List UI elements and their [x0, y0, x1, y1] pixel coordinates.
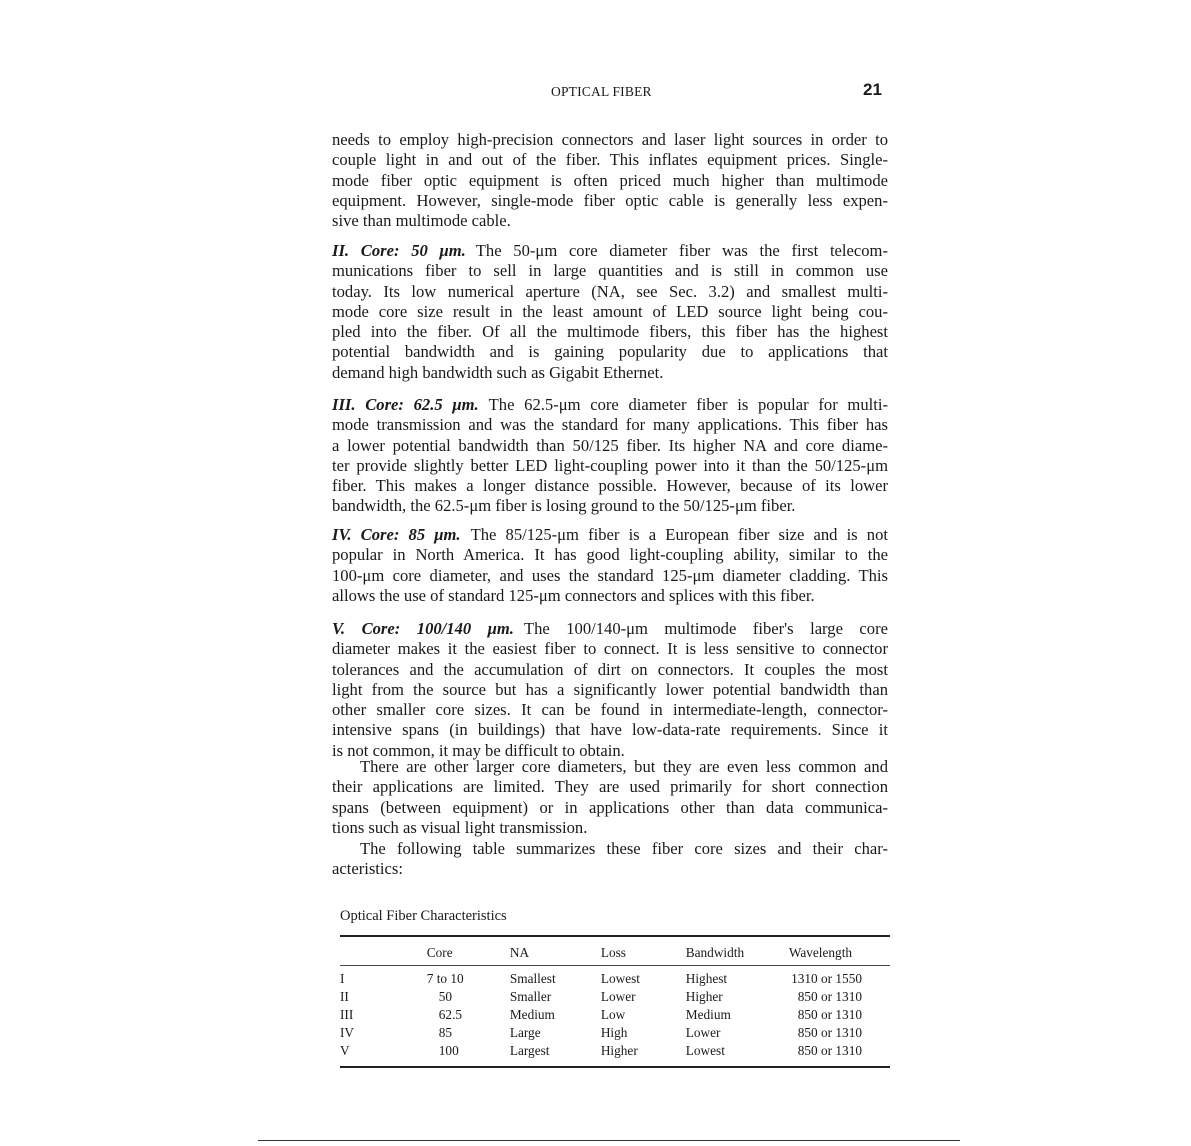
line-text: a lower potential bandwidth than 50/125 fiber. Its higher NA and core diame- [332, 435, 888, 455]
text-line [332, 302, 888, 322]
text-line [332, 395, 888, 415]
text-line [332, 415, 888, 435]
text-line [332, 342, 888, 362]
line-text: other smaller core sizes. It can be found in intermediate-length, connector- [332, 700, 888, 720]
table-cell: Lower [600, 989, 636, 1004]
table-cell: III [340, 1007, 354, 1022]
text-line [332, 130, 888, 150]
line-text: sive than multimode cable. [332, 211, 511, 231]
table-cell: Smaller [509, 989, 552, 1004]
line-text: is not common, it may be difficult to obtain. [332, 740, 625, 760]
table-cell: II [340, 989, 349, 1004]
line-text: spans (between equipment) or in applications other than data communica- [332, 797, 888, 817]
table-cell: 850 or 1310 [797, 1025, 862, 1040]
line-text: The 85/125-μm fiber is a European fiber size and is not [470, 525, 888, 544]
text-line [332, 363, 888, 383]
table-cell: Medium [685, 1007, 731, 1022]
line-text: pled into the fiber. Of all the multimode fibers, this fiber has the highest [332, 322, 888, 342]
text-line [332, 456, 888, 476]
line-text: mode core size result in the least amount of LED source light being cou- [332, 301, 888, 321]
text-line [332, 496, 888, 516]
table-cell: Largest [509, 1043, 550, 1058]
line-text: potential bandwidth and is gaining popularity due to applications that [332, 342, 888, 362]
text-line [332, 261, 888, 281]
page-number: 21 [863, 80, 882, 99]
paragraph [332, 757, 888, 838]
table-cell: Lowest [685, 1043, 725, 1058]
table-row [340, 1024, 890, 1042]
text-line [332, 211, 888, 231]
line-text: munications fiber to sell in large quantities and is still in common use [332, 261, 888, 281]
line-text: intensive spans (in buildings) that have low-data-rate requirements. Since it [332, 720, 888, 740]
line-text: ter provide slightly better LED light-coupling power into it than the 50/125-μm [332, 455, 888, 475]
column-header [340, 936, 411, 966]
text-line [332, 619, 888, 639]
text-line [332, 171, 888, 191]
table-cell: Lower [685, 1025, 721, 1040]
table-cell: 850 or 1310 [797, 1043, 862, 1058]
text-line [332, 545, 888, 565]
table-cell: 50 [438, 989, 453, 1004]
text-line [332, 476, 888, 496]
line-text: equipment. However, single-mode fiber optic cable is generally less expen- [332, 190, 888, 210]
text-line [332, 586, 888, 606]
section-lead: II. Core: 50 μm. [332, 241, 466, 260]
line-text: their applications are limited. They are used primarily for short connection [332, 777, 888, 797]
text-line [332, 757, 888, 777]
text-line [332, 660, 888, 680]
column-header: Wavelength [788, 945, 853, 960]
line-text: fiber. This makes a longer distance possible. However, because of its lower [332, 476, 888, 496]
line-text: The 100/140-μm multimode fiber's large core [523, 619, 888, 638]
table-row [340, 1042, 890, 1067]
table-cell: I [340, 971, 345, 986]
paragraph [332, 241, 888, 383]
section-lead: III. Core: 62.5 μm. [332, 395, 479, 414]
paragraph [332, 839, 888, 880]
line-text: couple light in and out of the fiber. This inflates equipment prices. Single- [332, 150, 888, 170]
table-cell: V [340, 1043, 350, 1058]
text-line [332, 191, 888, 211]
table-cell: 85 [438, 1025, 453, 1040]
text-line [332, 798, 888, 818]
line-text: tolerances and the accumulation of dirt on connectors. It couples the most [332, 659, 888, 679]
line-text: There are other larger core diameters, but they are even less common and [360, 757, 888, 776]
table-cell: 850 or 1310 [797, 1007, 862, 1022]
table-cell: Highest [685, 971, 728, 986]
paragraph [332, 619, 888, 761]
text-line [332, 241, 888, 261]
line-text: bandwidth, the 62.5-μm fiber is losing ground to the 50/125-μm fiber. [332, 496, 796, 516]
text-line [332, 720, 888, 740]
table-cell: Smallest [509, 971, 556, 986]
text-line [332, 777, 888, 797]
table-cell: Higher [685, 989, 723, 1004]
table-cell: High [600, 1025, 628, 1040]
column-header: Core [426, 945, 453, 960]
table-cell: Higher [600, 1043, 638, 1058]
text-line [332, 680, 888, 700]
footer-rule [258, 1140, 960, 1141]
fiber-characteristics-table [340, 935, 890, 1068]
table-caption: Optical Fiber Characteristics [340, 908, 507, 924]
paragraph [332, 395, 888, 517]
table-row [340, 966, 890, 989]
table-row [340, 988, 890, 1006]
text-line [332, 700, 888, 720]
text-line [332, 818, 888, 838]
text-line [332, 150, 888, 170]
line-text: mode fiber optic equipment is often priced much higher than multimode [332, 170, 888, 190]
line-text: light from the source but has a significantly lower potential bandwidth than [332, 679, 888, 699]
table-cell: 100 [438, 1043, 459, 1058]
paragraph [332, 525, 888, 606]
line-text: demand high bandwidth such as Gigabit Ethernet. [332, 362, 664, 382]
line-text: 100-μm core diameter, and uses the standard 125-μm diameter cladding. This [332, 565, 888, 585]
text-line [332, 859, 888, 879]
line-text: diameter makes it the easiest fiber to connect. It is less sensitive to connector [332, 639, 888, 659]
text-line [332, 639, 888, 659]
table-cell: 7 to 10 [426, 971, 464, 986]
column-header: NA [509, 945, 530, 960]
paragraph [332, 130, 888, 231]
text-line [332, 436, 888, 456]
text-line [332, 566, 888, 586]
table-cell: 850 or 1310 [797, 989, 862, 1004]
text-line [332, 322, 888, 342]
line-text: The following table summarizes these fiber core sizes and their char- [360, 839, 888, 858]
section-lead: IV. Core: 85 μm. [332, 525, 461, 544]
line-text: allows the use of standard 125-μm connectors and splices with this fiber. [332, 585, 815, 605]
line-text: mode transmission and was the standard for many applications. This fiber has [332, 415, 888, 435]
table-header-row [340, 936, 890, 966]
table-cell: Lowest [600, 971, 640, 986]
line-text: tions such as visual light transmission. [332, 817, 588, 837]
running-title: OPTICAL FIBER [551, 84, 652, 99]
column-header: Bandwidth [685, 945, 745, 960]
table-row [340, 1006, 890, 1024]
line-text: needs to employ high-precision connectors and laser light sources in order to [332, 130, 888, 149]
text-line [332, 839, 888, 859]
line-text: acteristics: [332, 859, 403, 879]
table-cell: Medium [509, 1007, 555, 1022]
line-text: popular in North America. It has good light-coupling ability, similar to the [332, 545, 888, 565]
table-cell: IV [340, 1025, 355, 1040]
table-cell: 1310 or 1550 [791, 971, 862, 986]
line-text: The 50-μm core diameter fiber was the first telecom- [475, 241, 888, 260]
text-line [332, 525, 888, 545]
table-cell: 62.5 [438, 1007, 463, 1022]
text-line [332, 282, 888, 302]
section-lead: V. Core: 100/140 μm. [332, 619, 514, 638]
column-header: Loss [600, 945, 626, 960]
line-text: today. Its low numerical aperture (NA, see Sec. 3.2) and smallest multi- [332, 281, 888, 301]
table-cell: Low [600, 1007, 626, 1022]
line-text: The 62.5-μm core diameter fiber is popular for multi- [488, 395, 888, 414]
table-cell: Large [509, 1025, 541, 1040]
